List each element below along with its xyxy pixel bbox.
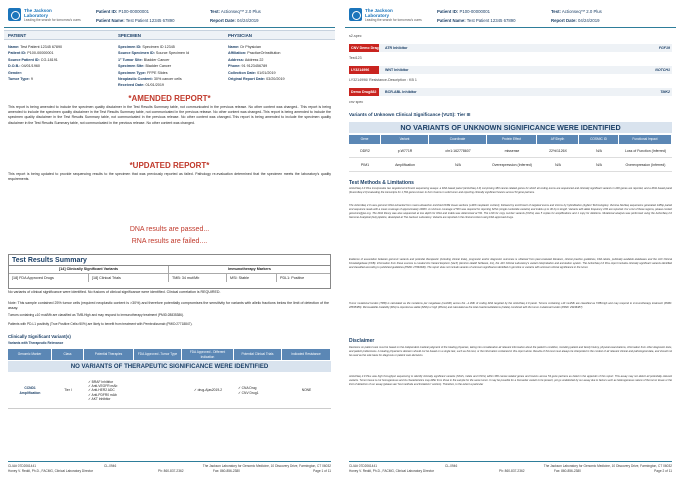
report-page-1	[4, 4, 335, 478]
indicated-resistance: NONE	[301, 388, 312, 393]
therapeutic-table-header	[8, 349, 331, 360]
info-value: PracticeOrInstitution	[247, 51, 281, 56]
disclaimer-title: Disclaimer	[349, 338, 375, 344]
page-number: Page 1 of 11	[313, 469, 331, 473]
vus-cell: PIM1	[360, 162, 370, 167]
vus-cell: N/A	[596, 162, 602, 167]
report-date-field: Report Date: 04/24/2019	[551, 18, 600, 23]
vus-cell: Overexpression (Inferred)	[625, 162, 666, 167]
info-label: Source Specimen ID:	[118, 51, 155, 56]
csv-subtitle: Variants with Therapeutic Relevance	[8, 341, 64, 345]
physician-heading: PHYSICIAN	[228, 33, 252, 38]
marker-class: Tier I	[64, 388, 72, 393]
info-label: Specimen Site:	[118, 64, 145, 69]
lab-address: The Jackson Laboratory for Genomic Medicine, 10 Discovery Drive, Farmington, CT 06032	[543, 464, 672, 468]
patient-info-row	[8, 76, 62, 82]
info-value: 91 9123456789	[241, 64, 268, 69]
tmb-value: TMB: 34 mut/Mb	[169, 274, 227, 282]
lab-address: The Jackson Laboratory for Genomic Medicine, 10 Discovery Drive, Farmington, CT 06032	[202, 464, 331, 468]
lab-director: Honey V. Reddi, Ph.D., FACMG, Clinical Laboratory Director	[349, 469, 435, 473]
vus-cell: N/A	[555, 162, 561, 167]
info-label: Collection Date:	[228, 70, 257, 75]
msi-value: MSI: Stable	[227, 274, 277, 282]
vus-row	[349, 159, 672, 172]
marker-type: Amplification	[19, 390, 41, 395]
table-header-cell: FDA Approved - Different Indication	[182, 349, 234, 360]
report-date-field: Report Date: 04/24/2019	[210, 18, 259, 23]
gene-tag: CNV Demo Drag	[351, 46, 379, 50]
info-value: P100-00000001	[27, 51, 54, 56]
table-header-cell: Class	[52, 349, 84, 360]
therapies-list	[84, 373, 134, 408]
dna-status: DNA results are passed...	[129, 226, 210, 233]
table-header-cell: AF/Depth	[537, 135, 579, 144]
vus-cell: missense	[504, 148, 520, 153]
vus-title: Variants of Unknown Clinical Significance (VUS): Tier III	[349, 112, 471, 117]
vus-row	[349, 145, 672, 158]
cl-number: CL-0946	[104, 464, 117, 468]
lab-phone: Ph: 860-837-2362	[499, 469, 525, 473]
info-value: 30% cancer cells	[153, 77, 182, 82]
physician-info-row	[228, 76, 285, 82]
info-label: Specimen ID:	[118, 45, 142, 49]
report-page-2	[345, 4, 676, 478]
table-header-cell: Genomic Marker	[8, 349, 52, 360]
specimen-info-row	[118, 50, 189, 56]
logo-line-2: Laboratory	[365, 13, 389, 19]
cnv-spec-label: cnv spec	[349, 100, 364, 104]
patient-info	[8, 44, 62, 82]
logo-tagline: Leading the search for tomorrow's cures	[365, 17, 422, 22]
info-label: Gender:	[8, 70, 23, 75]
fda-drugs-count: [18] FDA Approved Drugs	[9, 274, 89, 282]
info-value: 9	[30, 77, 33, 82]
info-value: Address 22	[244, 57, 264, 62]
updated-text: This report is being updated to provide sequencing results to the specimen that was previously reported as failed. Pathology re-evaluation determined that the specimen meets the laboratory's quality requirements.	[8, 172, 331, 182]
jax-logo	[8, 8, 81, 22]
therapy-item: ✓ BRAF Inhibitor	[88, 379, 114, 384]
vus-cell: chr1:162778607	[445, 148, 471, 153]
test123-label: Test123	[349, 56, 362, 60]
gene-row-2	[349, 66, 672, 74]
info-label: Tumor Type:	[8, 77, 30, 82]
specimen-heading: SPECIMEN	[118, 33, 141, 38]
summary-note-1: No variants of clinical significance were identified. No fusions of clinical significance were identified. Clinical correlation is REQUIRED.	[8, 290, 221, 294]
resistance-description: LY3214996/ Resistance-Description : KB 1	[349, 78, 417, 82]
patient-id-field: Patient ID: P100-00000001	[437, 9, 491, 14]
page-footer	[349, 461, 672, 475]
vus-cell: DDR2	[360, 148, 370, 153]
info-value: FFPE Slides	[147, 70, 168, 75]
info-value: Dr Physician	[240, 45, 262, 49]
vus-cell: p.W771R	[397, 148, 413, 153]
logo-line-2: Laboratory	[24, 13, 48, 19]
pdl1-value: PDL1: Positive	[280, 275, 305, 280]
patient-name-field: Patient Name: Test Patient 12345 67890	[437, 18, 516, 23]
trial-item: ✓ CNA Drug	[238, 386, 257, 391]
jax-logo	[349, 8, 422, 22]
info-label: 1° Tumor Site:	[118, 57, 143, 62]
vus-cell: Loss of Function (Inferred)	[624, 148, 667, 153]
info-label: Name:	[8, 45, 20, 49]
gene-name: NOTCH1	[655, 68, 670, 72]
gene-name: TMK2	[660, 90, 670, 94]
logo-tagline: Leading the search for tomorrow's cures	[24, 17, 81, 22]
significant-variants-count: [14] Clinically Significant Variants	[9, 266, 169, 273]
methods-para-4: Tumor mutational burden (TMB) is calculated as the mutations per megabase (mut/Mb) across the ~1.3Mb of coding DNA targeted by the ActionSeq 2.0 panel. Tumors containing ≥10 mut/Mb are classified as TMB-high and may respond to immunotherapy treatment (PMID: 28835386). Microsatellite instability (MSI) is reported as stable (MSS) or high (MSI-H) and calculated as the total insertions/deletions (indels) combined with the tumor mutational burden (PMID: 29436487).	[349, 302, 672, 310]
table-header-cell: Potential Therapies	[84, 349, 134, 360]
summary-title: Test Results Summary	[9, 255, 330, 266]
disclaimer-para-2: ActionSeq 2.0 Plus was high throughput sequencing to identify clinically significant variants (SNVs, indels and CNVs) within 389 cancer-related genes and fusions across 53 gene partners as listed in the appendix of this report. This assay may not detect all potentially relevant variants. Tumor tissue is not homogeneous and its characteristics may differ from those in the sample for the same tumor. It may be possible for a biomarker variant to be present, yet go undetected by our assay due to factors such as heterogeneous nature of the tumor tissue or the limit of detection of our assay (please see "test methods and limitations" section). Therefore, to the extent a particular	[349, 375, 672, 387]
table-header-cell: Functional Impact	[619, 135, 672, 144]
no-vus-banner: NO VARIANTS OF UNKNOWN SIGNIFICANCE WERE IDENTIFIED	[349, 122, 672, 133]
info-label: Original Report Date:	[228, 77, 266, 82]
table-header-cell: Protein Effect	[487, 135, 537, 144]
logo-line-1: The Jackson	[24, 8, 52, 13]
gene-row-3	[349, 88, 672, 96]
specimen-info-row	[118, 82, 189, 88]
gene-drug: ATR Inhibitor	[385, 46, 408, 50]
test-field: Test: Actionseq™ 2.0 Plus	[551, 9, 602, 14]
info-value: CG-18191	[40, 57, 58, 62]
test-field: Test: Actionseq™ 2.0 Plus	[210, 9, 261, 14]
info-value: 03/20/2019	[266, 77, 285, 82]
patient-name-field: Patient Name: Test Patient 12345 67890	[96, 18, 175, 23]
gene-row-1	[349, 44, 672, 52]
lab-director: Honey V. Reddi, Ph.D., FACMG, Clinical Laboratory Director	[8, 469, 94, 473]
info-label: Received Date:	[118, 83, 145, 88]
info-label: Patient ID:	[8, 51, 27, 56]
fda-diff-indication: ✓ drug-A|as2019-2	[193, 388, 223, 393]
test-results-summary	[8, 254, 331, 289]
s2-spec-label: s2-spec	[349, 34, 362, 38]
vus-table-header	[349, 135, 672, 144]
clia-number: CLIA# 07D2061441	[8, 464, 37, 468]
gene-tag: LY3214996	[349, 66, 379, 74]
page-header	[345, 4, 676, 28]
info-label: Specimen Type:	[118, 70, 147, 75]
info-value: Source Specimen Id	[155, 51, 190, 56]
info-label: Source Patient ID:	[8, 57, 40, 62]
immunotherapy-heading: Immunotherapy Markers	[228, 267, 271, 272]
specimen-info	[118, 44, 189, 89]
physician-info	[228, 44, 285, 82]
physician-info-row	[228, 50, 285, 56]
logo-line-1: The Jackson	[365, 8, 393, 13]
info-label: Address:	[228, 57, 244, 62]
summary-row-2	[9, 274, 330, 282]
gene-drug: WNT Inhibitor	[385, 68, 409, 72]
info-label: Neoplastic Content:	[118, 77, 153, 82]
summary-note-2: Note: This sample contained 25% tumor cells (required neoplastic content is >30%) and therefore potentially compromises the sensitivity for variants with allelic fractions below the limit of detection of the assay.	[8, 301, 330, 311]
cl-number: CL-0946	[445, 464, 458, 468]
clinical-trials-count: [18] Clinical Trials	[89, 274, 169, 282]
no-therapeutic-banner: NO VARIANTS OF THERAPEUTIC SIGNIFICANCE WERE IDENTIFIED	[8, 361, 331, 372]
disclaimer-para-1: Decisions on patient care must be based on the independent medical judgment of the treating physician, taking into consideration all relevant information about the patient's condition, including patient and family history, physical examinations, information from other diagnostic tests, and patient preferences. A treating physician's decision should not be based on a single test, such as this test, or the information contained in this report alone. Results of this test must always be interpreted in the context of all relevant clinical and pathological data, and should not be used as the sole basis for diagnosis or patient care decisions.	[349, 346, 672, 358]
jax-logo-icon	[8, 8, 21, 21]
info-value: Test Patient 12345 67890	[20, 45, 63, 49]
trials-list	[234, 373, 282, 408]
vus-cell: N/A	[455, 162, 461, 167]
info-value: Specimen ID 12345	[142, 45, 175, 49]
table-header-cell: Variant	[381, 135, 429, 144]
trial-item: ✓ CNV Drug1	[238, 390, 259, 395]
info-value: Bladder Cancer	[145, 64, 172, 69]
table-header-cell: COSMIC ID	[579, 135, 619, 144]
vus-cell: N/A	[596, 148, 602, 153]
info-value: 01/01/2019	[257, 70, 276, 75]
vus-cell: 22%/1126X	[549, 148, 567, 153]
vus-cell: Amplification	[395, 162, 415, 167]
methods-title: Test Methods & Limitations	[349, 180, 414, 186]
footnote-pdl1: Patients with PD-L1 positivity (True Positive Cells>50%) are likely to benefit from treatment with Pembrolizumab (PMID:27718847).	[8, 322, 193, 326]
info-label: Affiliation:	[228, 51, 247, 56]
table-header-cell: FDA Approved -Tumor Type	[134, 349, 182, 360]
therapy-item: ✓ Anti-VEGFR mAb	[88, 384, 118, 389]
summary-row-1	[9, 266, 330, 274]
gene-name: FGF19	[658, 46, 670, 50]
patient-id-field: Patient ID: P100-00000001	[96, 9, 150, 14]
amended-report-title: *AMENDED REPORT*	[128, 94, 211, 103]
table-header-cell: Gene	[349, 135, 381, 144]
footnote-tmb: Tumors containing ≥10 mut/Mb are classified as TMB-High and may respond to immunotherapy treatment (PMID:28835386).	[8, 313, 184, 317]
therapeutic-row	[8, 373, 331, 409]
lab-fax: Fax: 860-856-2380	[213, 469, 240, 473]
gene-tag: Demo Drug882	[349, 88, 379, 96]
amended-text: This report is being amended to include the specimen quality disclaimer in the Test Results Summary table, not communicated in the previous release. No other content was changed.. This report is being amended to include the specimen quality disclaimer in the Test Results Summary table, not communicated in the previous release. No other content was changed..This report is being amended to include the specimen quality disclaimer in the Test Results Summary table, not communicated in the previous release. No other content was changed..This report is being amended to include the specimen quality disclaimer in the Test Results Summary table, not communicated in the previous release. No other content was changed.	[8, 105, 331, 125]
table-header-cell: Potential Clinical Trials	[234, 349, 282, 360]
table-header-cell: Coordinate	[429, 135, 487, 144]
info-section-header	[4, 30, 335, 40]
info-label: D.O.B.:	[8, 64, 21, 69]
lab-phone: Ph: 860-837-2362	[158, 469, 184, 473]
clia-number: CLIA# 07D2061441	[349, 464, 378, 468]
table-header-cell: Indicated Resistance	[282, 349, 331, 360]
csv-title: Clinically Significant Variant(s)	[8, 334, 71, 339]
therapy-item: ✓ AKT Inhibitor	[88, 396, 111, 401]
rna-status: RNA results are failed....	[131, 238, 208, 245]
page-footer	[8, 461, 331, 475]
page-header	[4, 4, 335, 28]
marker-gene: CCND1	[24, 386, 36, 391]
therapy-item: ✓ Anti-PDFR0 mAb	[88, 392, 117, 397]
info-value: 04/01/1960	[21, 64, 40, 69]
therapy-item: ✓ Anti-HER2 ADC	[88, 388, 115, 393]
methods-para-2: The ActionSeq 2.0 uses genomic DNA extracted from macro-dissection enriched FFPE tissue sections (≥40% neoplastic content), followed by enrichment of targeted exons and introns by hybridization (Agilent Technologies). Illumina NexSeq sequencers generated 148bp paired end sequence reads with a mean coverage of approximately 1000X. A minimum coverage of 50X was required for reporting SNVs (single nucleotide variants) and indels up to 30 bp in length. Variants with allele frequency ≥5% are reported. For a list of these regions, please contact genomics@jax.org. The DNA library was also sequenced at low depth for DNA and indels was determined at 5%. The LOD for copy number variants (CNVs) was 5 copies for amplifications and 1 copy for deletions. Mutational analysis was performed using the ActionSeq 2.0 Genome Analytical (GA) pipeline, developed at The Jackson Laboratory. Variants are reported in the clinical context using FDA approved drugs.	[349, 204, 672, 220]
info-label: Name:	[228, 45, 240, 49]
info-value: Bladder Cancer	[143, 57, 170, 62]
updated-report-title: *UPDATED REPORT*	[129, 161, 210, 170]
patient-heading: PATIENT	[8, 33, 27, 38]
methods-para-3: Evidence of association between genomic variants and potential therapeutic (including clinical trials), prognostic and/or diagnostic outcomes is obtained from peer-reviewed literature, clinical practice guidelines, FDA labels, publically available databases and the JAX Clinical Knowledgebase (CKB). Information from these sources is curated into Variant Explorer (VarX) (Horizon Health Software, Inc), the JAX Clinical Laboratory's variant interpretation and annotation system. The ActionSeq 2.0 Plus report includes clinically significant variants identified and classified according to published guidelines (PMID: 27993330). The report does not include variants of unknown significance identified in germline or variants with unknown clinical significance in the tumor.	[349, 258, 672, 270]
info-value: 01/01/2019	[145, 83, 164, 88]
page-number: Page 2 of 11	[654, 469, 672, 473]
methods-para-1: ActionSeq 2.0 Plus incorporates two targeted enrichment sequencing assays: a DNA based panel (ActionSeq 2.0) comprising 483 cancer-related genes for which all coding exons are sequenced and clinically significant variants in 200 genes are reported, and a RNA based panel (FusionSeq 2.0) evaluating the transcripts for 1,764 genes known to form fusions in solid tumor and reporting clinically significant fusions across 53 gene partners.	[349, 187, 672, 195]
lab-fax: Fax: 860-856-2380	[554, 469, 581, 473]
vus-cell: Overexpression (Inferred)	[492, 162, 532, 167]
jax-logo-icon	[349, 8, 362, 21]
gene-drug: BCR-ABL Inhibitor	[385, 90, 417, 94]
info-label: Phone:	[228, 64, 241, 69]
